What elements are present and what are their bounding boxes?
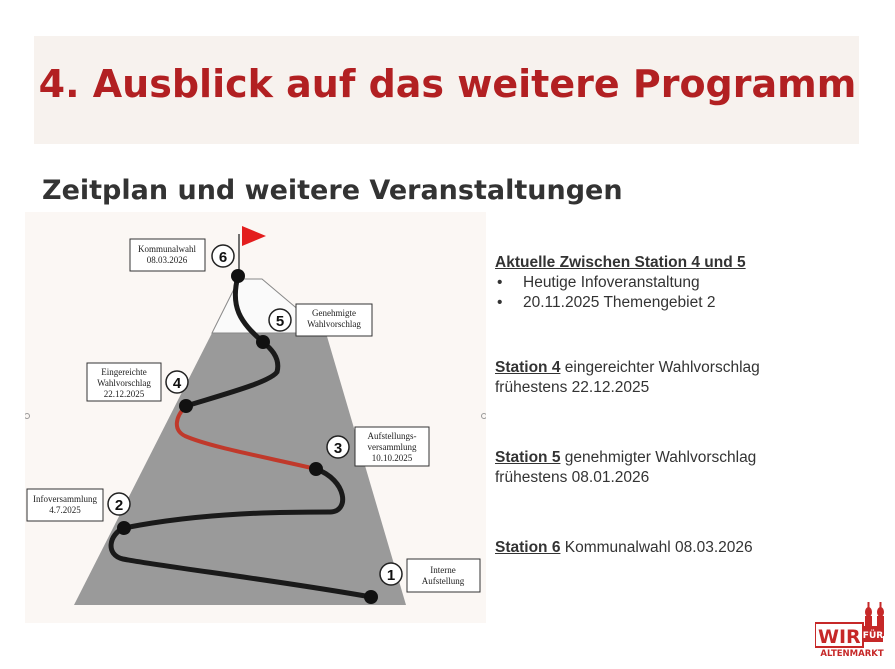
station-4-marker (179, 399, 193, 413)
wir-fuer-altenmarkt-logo (815, 600, 889, 658)
page-title: 4. Ausblick auf das weitere Programm (38, 62, 857, 106)
svg-text:22.12.2025: 22.12.2025 (103, 389, 145, 399)
station-5-info-date: frühestens 08.01.2026 (495, 469, 650, 486)
station-2-marker (117, 521, 131, 535)
svg-text:Eingereichte: Eingereichte (101, 367, 147, 377)
station-4-number (166, 371, 188, 393)
svg-text:4: 4 (172, 375, 182, 392)
station-5-number (269, 309, 291, 331)
svg-text:1: 1 (386, 567, 396, 584)
svg-text:2: 2 (114, 497, 124, 514)
list-item: • 20.11.2025 Themengebiet 2 (495, 293, 746, 313)
station-2-number (108, 493, 130, 515)
svg-text:Genehmigte: Genehmigte (312, 308, 356, 318)
svg-text:3: 3 (333, 440, 343, 457)
station-1-marker (364, 590, 378, 604)
logo-text-main: WIR (818, 626, 861, 648)
station-5-info-text: genehmigter Wahlvorschlag (560, 449, 757, 466)
station-4-label (87, 363, 161, 401)
svg-text:5: 5 (275, 313, 285, 330)
section-subtitle: Zeitplan und weitere Veranstaltungen (42, 175, 623, 206)
svg-text:4.7.2025: 4.7.2025 (49, 505, 81, 515)
station-3-number (327, 436, 349, 458)
svg-text:Infoversammlung: Infoversammlung (33, 494, 97, 504)
station-6-number (212, 245, 234, 267)
svg-text:10.10.2025: 10.10.2025 (371, 453, 413, 463)
svg-text:Aufstellung: Aufstellung (421, 576, 465, 586)
current-status-block (495, 253, 746, 313)
station-4-info-date: frühestens 22.12.2025 (495, 379, 650, 396)
logo-text-place: ALTENMARKT (820, 649, 884, 658)
station-6-info-text: Kommunalwahl 08.03.2026 (560, 539, 753, 556)
station-2-label (27, 489, 103, 521)
station-4-info (495, 358, 760, 398)
svg-text:Kommunalwahl: Kommunalwahl (138, 244, 196, 254)
station-6-marker (231, 269, 245, 283)
station-5-info (495, 448, 756, 488)
station-6-info (495, 538, 753, 558)
station-5-label (296, 304, 372, 336)
svg-text:Wahlvorschlag: Wahlvorschlag (97, 378, 151, 388)
current-status-list (495, 273, 746, 313)
timeline-mountain-diagram (25, 212, 486, 623)
station-4-info-text: eingereichter Wahlvorschlag (560, 359, 760, 376)
station-3-marker (309, 462, 323, 476)
station-1-label (407, 559, 480, 592)
svg-text:6: 6 (218, 249, 228, 266)
svg-text:versammlung: versammlung (367, 442, 417, 452)
list-item: • Heutige Infoveranstaltung (495, 273, 746, 293)
station-6-info-label: Station 6 (495, 539, 561, 556)
current-status-heading: Aktuelle Zwischen Station 4 und 5 (495, 254, 746, 271)
station-3-label (355, 427, 429, 466)
svg-text:Interne: Interne (430, 565, 456, 575)
station-5-info-label: Station 5 (495, 449, 561, 466)
svg-text:08.03.2026: 08.03.2026 (146, 255, 188, 265)
station-4-info-label: Station 4 (495, 359, 561, 376)
station-5-marker (256, 335, 270, 349)
svg-text:Aufstellungs-: Aufstellungs- (367, 431, 417, 441)
logo-text-small: FÜR (862, 631, 884, 641)
station-6-label (130, 239, 205, 271)
station-1-number (380, 563, 402, 585)
svg-text:Wahlvorschlag: Wahlvorschlag (307, 319, 361, 329)
